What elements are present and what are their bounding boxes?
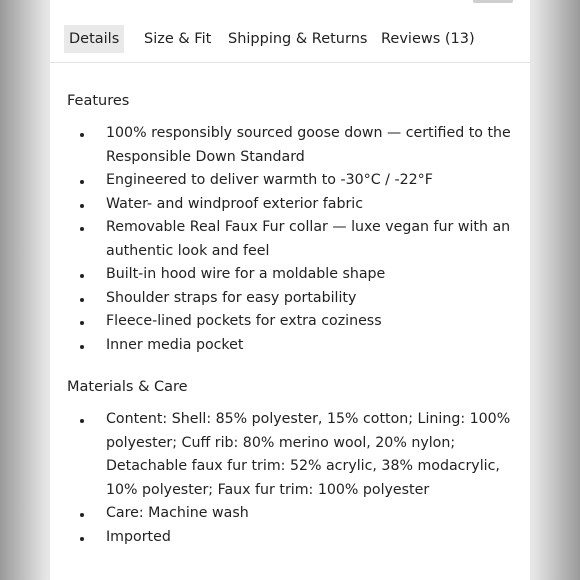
product-tabs [50,0,530,63]
list-item: Water- and windproof exterior fabric [67,193,517,217]
list-item: Built-in hood wire for a moldable shape [67,263,517,287]
list-item: Content: Shell: 85% polyester, 15% cotton; Lining: 100% polyester; Cuff rib: 80% merino wool, 20% nylon; Detachable faux fur trim: 52% acrylic, 38% modacrylic, 10% polyester; Faux fur trim: 100% polyester [67,408,517,502]
features-heading: Features [67,93,130,109]
product-details-panel [50,0,530,580]
list-item: Care: Machine wash [67,502,517,526]
tab-details[interactable]: Details [64,25,124,53]
features-list [67,122,517,357]
tab-size-fit[interactable]: Size & Fit [144,31,212,47]
list-item: Imported [67,526,517,550]
list-item: Inner media pocket [67,334,517,358]
list-item: Engineered to deliver warmth to -30°C / -22°F [67,169,517,193]
materials-list [67,408,517,549]
tab-reviews[interactable]: Reviews (13) [381,31,475,47]
list-item: Removable Real Faux Fur collar — luxe vegan fur with an authentic look and feel [67,216,517,263]
list-item: Shoulder straps for easy portability [67,287,517,311]
materials-heading: Materials & Care [67,379,188,395]
tab-shipping-returns[interactable]: Shipping & Returns [228,31,368,47]
list-item: Fleece-lined pockets for extra coziness [67,310,517,334]
list-item: 100% responsibly sourced goose down — certified to the Responsible Down Standard [67,122,517,169]
